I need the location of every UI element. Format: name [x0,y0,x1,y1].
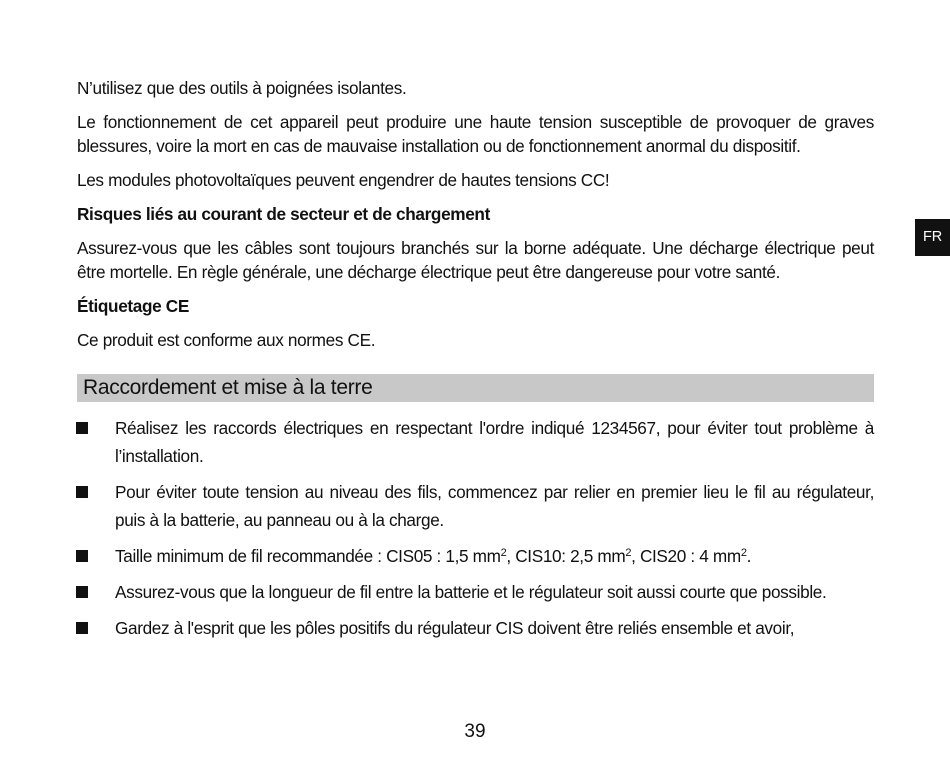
wire-size-text: Taille minimum de fil recommandée : CIS05 : 1,5 mm [115,546,501,566]
heading-ce-marking: Étiquetage CE [77,296,189,316]
bullet-item-order [77,414,874,470]
bullet-item-wire-length [77,578,874,606]
bullet-item-wire-size [77,542,874,570]
wire-size-text: . [746,546,752,566]
bullet-text: Pour éviter toute tension au niveau des fils, commencez par relier en premier lieu le fil au régulateur, puis à la batterie, au panneau ou à la charge. [115,482,874,530]
wire-size-text: , CIS10: 2,5 mm [506,546,626,566]
square-bullet-icon [76,550,88,562]
square-bullet-icon [76,422,88,434]
bullet-item-positive-poles [77,614,874,642]
square-bullet-icon [76,586,88,598]
paragraph-cable-connection: Assurez-vous que les câbles sont toujours branchés sur la borne adéquate. Une décharge électrique peut être mortelle. En règle générale, une décharge électrique peut être dangereuse pour votre santé. [77,238,874,282]
superscript-square: 2 [740,547,747,559]
section-title-bar: Raccordement et mise à la terre [77,374,874,402]
square-bullet-icon [76,622,88,634]
bullet-text: Gardez à l'esprit que les pôles positifs du régulateur CIS doivent être reliés ensemble et avoir, [115,618,795,638]
paragraph-photovoltaic-warning: Les modules photovoltaïques peuvent engendrer de hautes tensions CC! [77,170,610,190]
bullet-text: Réalisez les raccords électriques en respectant l'ordre indiqué 1234567, pour éviter tout problème à l’installation. [115,418,874,466]
connection-bullet-list [77,414,874,642]
superscript-square: 2 [500,547,507,559]
paragraph-ce-conformity: Ce produit est conforme aux normes CE. [77,330,376,350]
wire-size-text: , CIS20 : 4 mm [631,546,741,566]
language-tab: FR [915,219,950,256]
bullet-text: Assurez-vous que la longueur de fil entre la batterie et le régulateur soit aussi courte que possible. [115,582,827,602]
square-bullet-icon [76,486,88,498]
bullet-text [115,546,751,566]
bullet-item-wire-tension [77,478,874,534]
heading-mains-risks: Risques liés au courant de secteur et de chargement [77,204,490,224]
paragraph-insulated-tools: N’utilisez que des outils à poignées isolantes. [77,78,407,98]
paragraph-high-voltage-warning: Le fonctionnement de cet appareil peut produire une haute tension susceptible de provoquer de graves blessures, voire la mort en cas de mauvaise installation ou de fonctionnement anormal du dispositif. [77,112,874,156]
page-content [77,76,874,650]
page-number: 39 [464,721,486,742]
superscript-square: 2 [625,547,632,559]
